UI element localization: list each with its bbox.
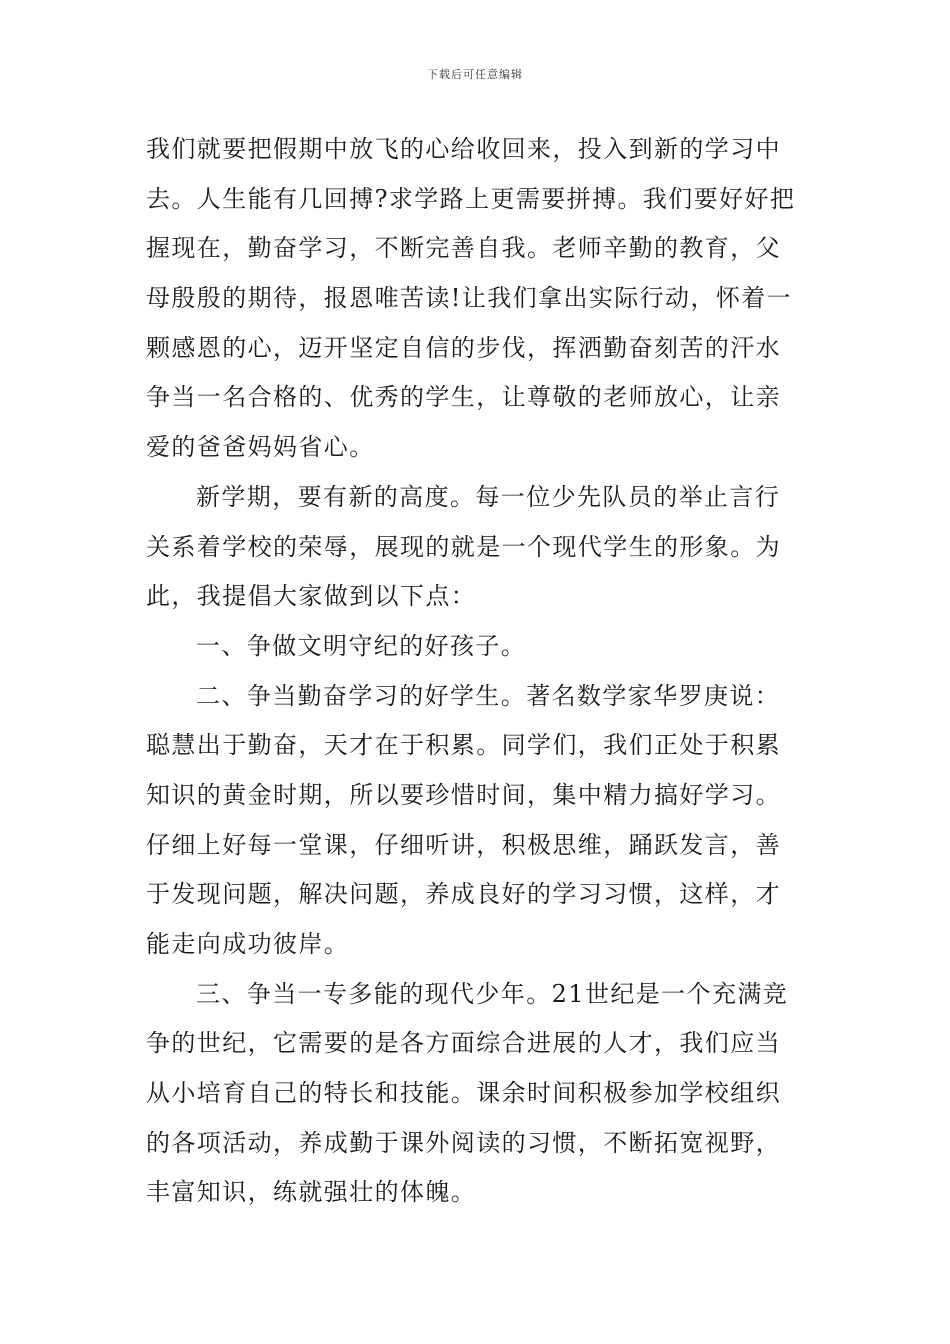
text-line: 去。人生能有几回搏?求学路上更需要拼搏。我们要好好把 — [146, 184, 796, 213]
text-line: 丰富知识，练就强壮的体魄。 — [146, 1178, 477, 1207]
text-line: 的各项活动，养成勤于课外阅读的习惯，不断拓宽视野， — [146, 1128, 781, 1157]
document-body — [146, 125, 810, 1218]
text-line: 爱的爸爸妈妈省心。 — [146, 433, 375, 462]
text-line: 争的世纪，它需要的是各方面综合进展的人才，我们应当 — [146, 1029, 781, 1058]
text-line: 此，我提倡大家做到以下点： — [146, 582, 477, 611]
text-line: 争当一名合格的、优秀的学生，让尊敬的老师放心，让亲 — [146, 383, 781, 412]
text-line: 知识的黄金时期，所以要珍惜时间，集中精力搞好学习。 — [146, 780, 781, 809]
text-line: 握现在，勤奋学习，不断完善自我。老师辛勤的教育，父 — [146, 234, 781, 263]
text-line: 从小培育自己的特长和技能。课余时间积极参加学校组织 — [146, 1079, 781, 1108]
page-header: 下载后可任意编辑 — [427, 68, 523, 81]
list-item-3: 三、争当一专多能的现代少年。21世纪是一个充满竞 — [196, 979, 789, 1008]
text-line: 母殷殷的期待，报恩唯苦读!让我们拿出实际行动，怀着一 — [146, 284, 793, 313]
paragraph-first-line: 新学期，要有新的高度。每一位少先队员的举止言行 — [196, 482, 781, 511]
text-line: 我们就要把假期中放飞的心给收回来，投入到新的学习中 — [146, 135, 781, 163]
list-item-2: 二、争当勤奋学习的好学生。著名数学家华罗庚说： — [196, 681, 781, 710]
text-line: 能走向成功彼岸。 — [146, 930, 350, 958]
text-line: 仔细上好每一堂课，仔细听讲，积极思维，踊跃发言，善 — [146, 830, 781, 859]
list-item-1: 一、争做文明守纪的好孩子。 — [196, 631, 527, 660]
text-line: 于发现问题，解决问题，养成良好的学习习惯，这样，才 — [146, 880, 781, 909]
text-line: 聪慧出于勤奋，天才在于积累。同学们，我们正处于积累 — [146, 731, 781, 760]
text-line: 颗感恩的心，迈开坚定自信的步伐，挥洒勤奋刻苦的汗水 — [146, 333, 781, 362]
text-line: 关系着学校的荣辱，展现的就是一个现代学生的形象。为 — [146, 532, 781, 561]
